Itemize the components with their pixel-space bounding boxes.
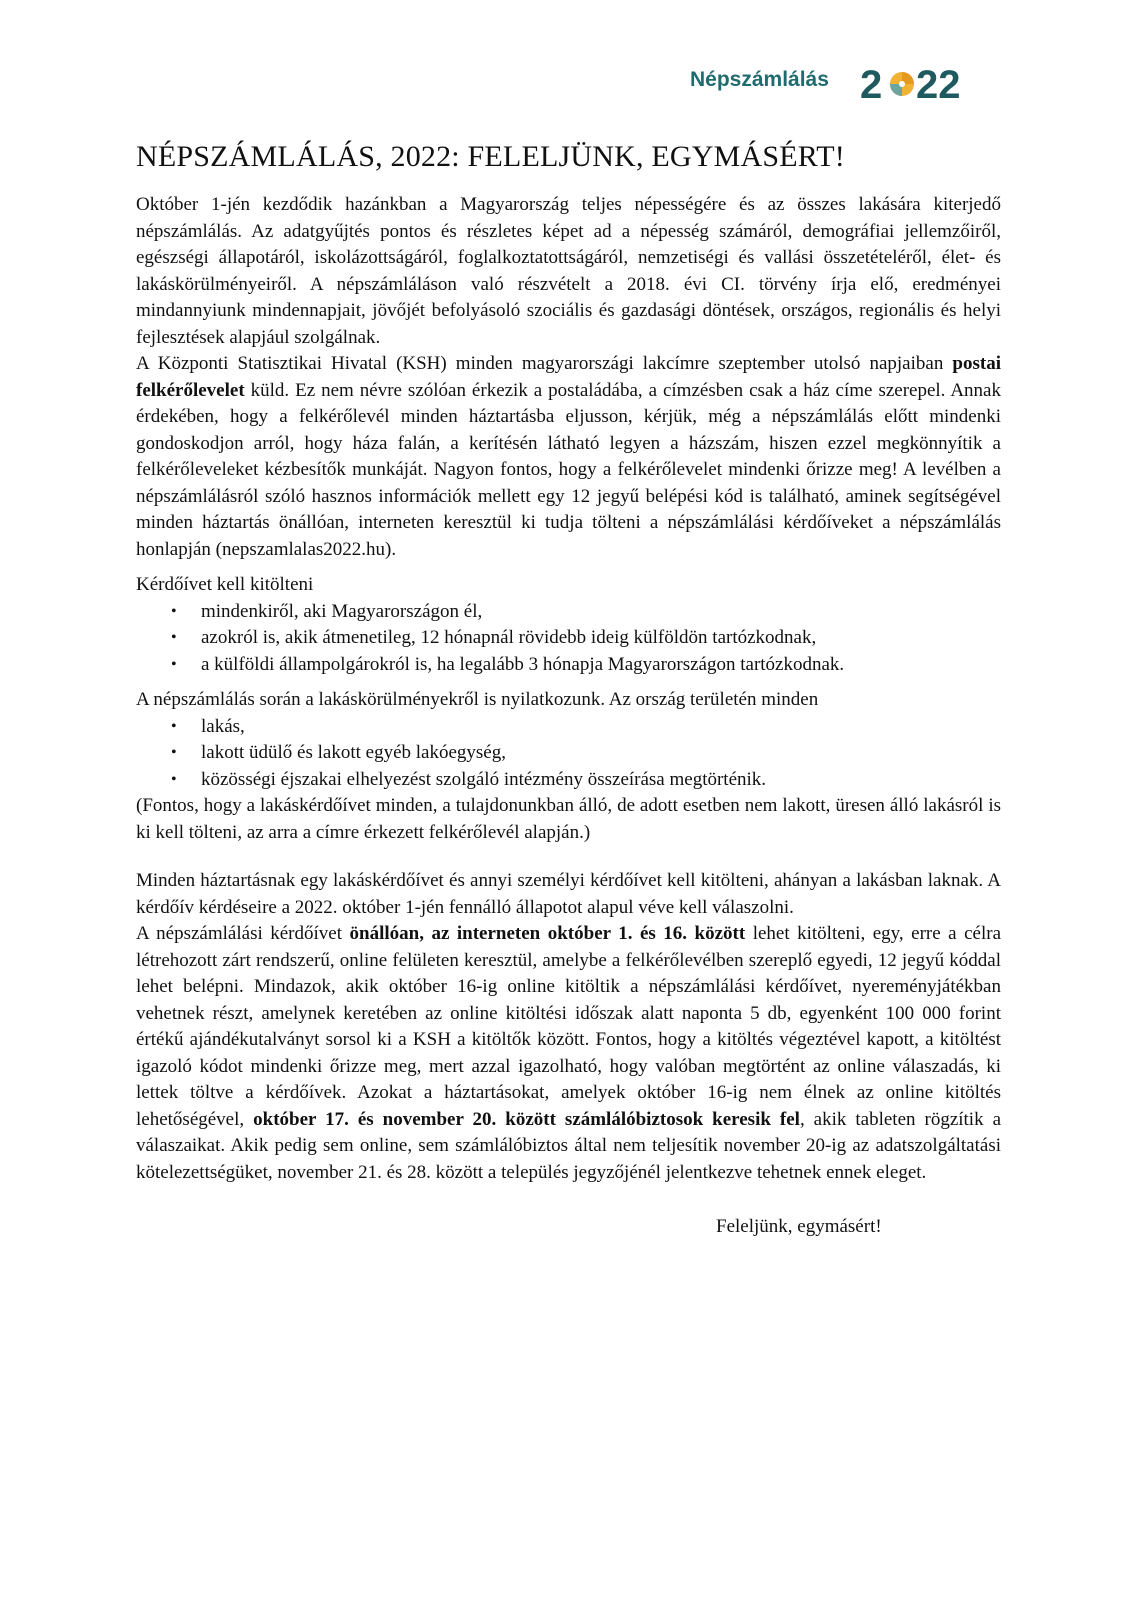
household-paragraph: Minden háztartásnak egy lakáskérdőívet és annyi személyi kérdőívet kell kitölteni, ahányan a lakásban laknak. A kérdőív kérdéseire a 2022. október 1-jén fennálló állapotot alapul véve kell válaszolni.: [136, 870, 1001, 918]
note-paragraph: (Fontos, hogy a lakáskérdőívet minden, a tulajdonunkban álló, de adott esetben nem lakott, üresen álló lakásról is ki kell tölteni, az arra a címre érkezett felkérőlevél alapján.): [136, 795, 1001, 843]
list-item: • mindenkiről, aki Magyarországon él,: [201, 599, 1001, 626]
page-title: NÉPSZÁMLÁLÁS, 2022: FELELJÜNK, EGYMÁSÉRT!: [136, 140, 845, 173]
bold-phrase: október 17. és november 20. között számlálóbiztosok keresik fel: [253, 1108, 800, 1130]
census-logo: [690, 60, 965, 106]
text-span: , akik tableten rögzítik a válaszaikat. Akik pedig sem online, sem számlálóbiztos által nem teljesítik november 20-ig az adatszolgáltatási kötelezettségüket, november 21. és 28. között a település jegyzőjénél jelentkezve tehetnek ennek eleget.: [136, 1108, 1001, 1183]
logo-year-digit-2: 2: [860, 63, 883, 106]
list-intro: Kérdőívet kell kitölteni: [136, 574, 314, 595]
list-item: • azokról is, akik átmenetileg, 12 hónapnál rövidebb ideig külföldön tartózkodnak,: [201, 625, 1001, 652]
text-span: lehet kitölteni, egy, erre a célra létrehozott zárt rendszerű, online felületen keresztül, amelybe a felkérőlevélben szereplő egyedi, 12 jegyű kóddal lehet belépni. Mindazok, akik október 16-ig online kitöltik a népszámlálási kérdőívet, nyereményjátékban vehetnek részt, amelynek keretében az online kitöltési időszak alatt naponta 5 db, egyenként 100 000 forint értékű ajándékutalványt sorsol ki a KSH a kitöltők között. Fontos, hogy a kitöltés végeztével kapott, a kitöltést igazoló kódot mindenki őrizze meg, mert azzal igazolható, hogy valóban megtörtént az online válaszadás, ki lettek töltve a kérdőívek. Azokat a háztartásokat, amelyek október 16-ig nem élnek az online kitöltés lehetőségével,: [136, 923, 1002, 1130]
list-intro: A népszámlálás során a lakáskörülményekről is nyilatkozunk. Az ország területén minden: [136, 689, 819, 710]
intro-paragraph: Október 1-jén kezdődik hazánkban a Magyarország teljes népességére és az összes lakására kiterjedő népszámlálás. Az adatgyűjtés pontos és részletes képet ad a népesség számáról, demográfiai jellemzőiről, egészségi állapotáról, iskolázottságáról, foglalkoztatottságáról, nemzetiségi és vallási összetételéről, élet- és lakáskörülményeiről. A népszámláláson való részvételt a 2018. évi CI. törvény írja elő, eredményei mindannyiunk mindennapjait, jövőjét befolyásoló szociális és gazdasági döntések, országos, regionális és helyi fejlesztések alapjául szolgálnak.: [136, 194, 1001, 348]
list-item: • lakás,: [201, 714, 1001, 741]
text-span: A népszámlálási kérdőívet: [136, 923, 350, 944]
list-item: • lakott üdülő és lakott egyéb lakóegység,: [201, 740, 1001, 767]
document-body: [136, 140, 1001, 1241]
logo-year-digits-22: 22: [916, 63, 961, 106]
closing-line: Feleljünk, egymásért!: [716, 1216, 882, 1237]
bold-phrase: postai felkérőlevelet: [136, 353, 1001, 401]
dwelling-list: [136, 714, 1001, 794]
list-item: • a külföldi állampolgárokról is, ha legalább 3 hónapja Magyarországon tartózkodnak.: [201, 652, 1001, 679]
logo-text: Népszámlálás: [690, 68, 829, 91]
logo-sun-icon: [890, 72, 914, 96]
letter-paragraph: [136, 351, 1001, 563]
text-span: A Központi Statisztikai Hivatal (KSH) minden magyarországi lakcímre szeptember utolsó napjaiban: [136, 353, 953, 374]
text-span: küld. Ez nem névre szólóan érkezik a postaládába, a címzésben csak a ház címe szerepel. Annak érdekében, hogy a felkérőlevél minden háztartásba eljusson, kérjük, még a népszámlálás előtt mindenki gondoskodjon arról, hogy háza falán, a kerítésén látható legyen a házszám, hiszen ezzel megkönnyítik a felkérőleveleket kézbesítők munkáját. Nagyon fontos, hogy a felkérőlevelet mindenki őrizze meg! A levélben a népszámlálásról szóló hasznos információk mellett egy 12 jegyű belépési kód is található, aminek segítségével minden háztartás önállóan, interneten keresztül ki tudja tölteni a népszámlálási kérdőíveket a népszámlálás honlapján (nepszamlalas2022.hu).: [136, 379, 1001, 560]
logo-year-mark: [860, 60, 965, 106]
who-list: [136, 599, 1001, 679]
list-item: • közösségi éjszakai elhelyezést szolgáló intézmény összeírása megtörténik.: [201, 767, 1001, 794]
online-paragraph: [136, 921, 1001, 1186]
bold-phrase: önállóan, az interneten október 1. és 16. között: [349, 923, 746, 944]
